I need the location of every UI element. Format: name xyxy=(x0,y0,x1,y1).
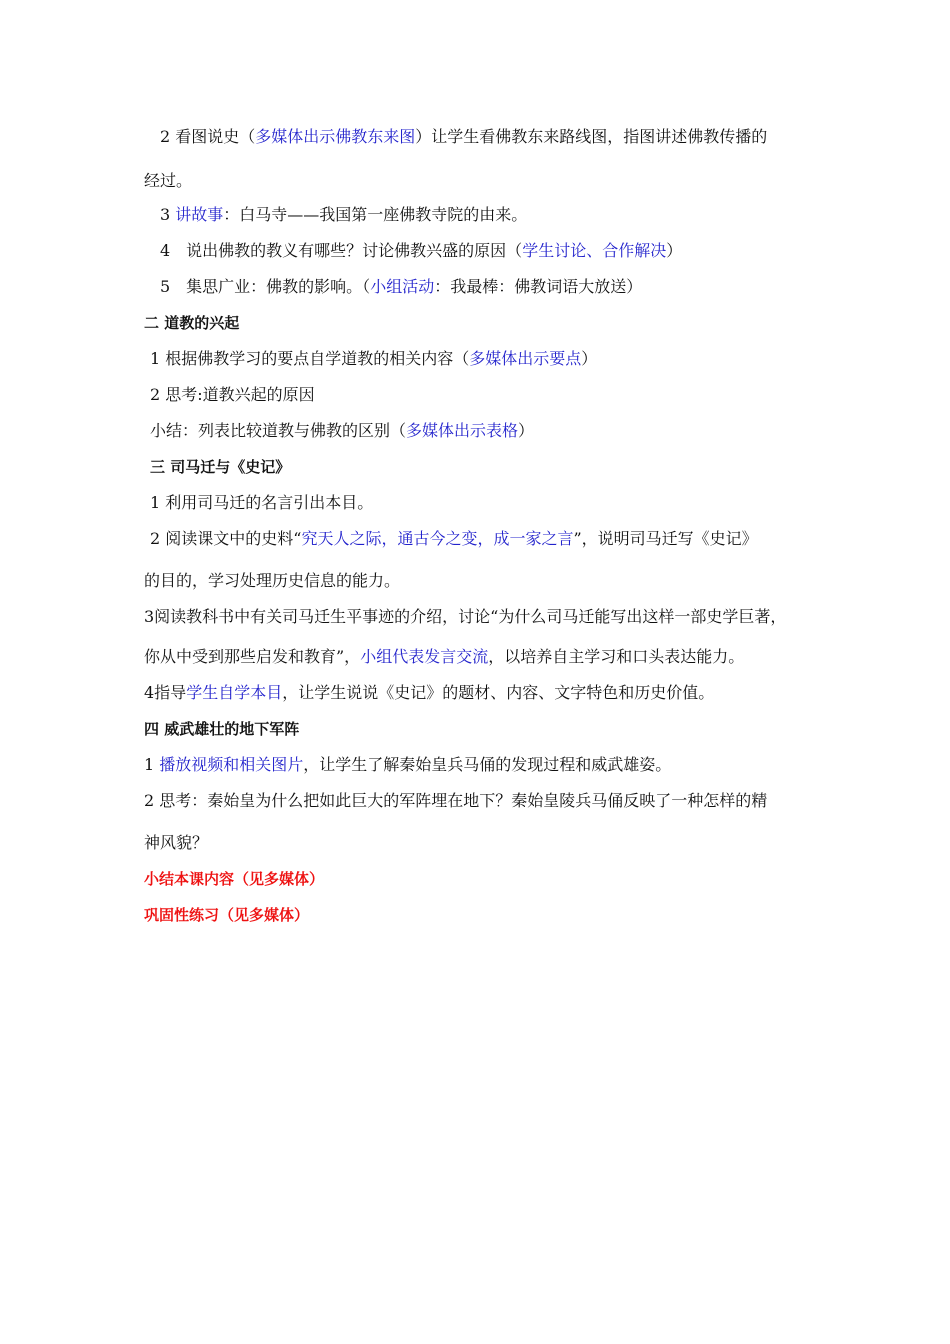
highlight-text: 多媒体出示要点 xyxy=(469,349,582,368)
text-segment: ：白马寺——我国第一座佛教寺院的由来。 xyxy=(223,205,528,224)
text-line xyxy=(150,420,534,442)
text-segment: ，以培养自主学习和口头表达能力。 xyxy=(488,647,745,666)
text-segment: 神风貌？ xyxy=(144,833,209,852)
text-segment: 四 威武雄壮的地下军阵 xyxy=(144,720,300,738)
text-segment: 小结本课内容（见多媒体） xyxy=(144,870,325,888)
text-segment: 1 根据佛教学习的要点自学道教的相关内容（ xyxy=(150,349,470,368)
text-segment: 2 思考:道教兴起的原因 xyxy=(150,385,315,404)
text-segment: ：我最棒：佛教词语大放送） xyxy=(434,277,643,296)
highlight-text: 多媒体出示表格 xyxy=(406,421,519,440)
text-line xyxy=(144,170,192,192)
highlight-text: 小组代表发言交流 xyxy=(360,647,489,666)
highlight-text: 播放视频和相关图片 xyxy=(159,755,304,774)
highlight-text: 究天人之际，通古今之变，成一家之言 xyxy=(301,529,574,548)
text-line xyxy=(150,492,373,514)
text-segment: 巩固性练习（见多媒体） xyxy=(144,906,310,924)
text-segment: 2 阅读课文中的史料“ xyxy=(150,529,302,548)
text-line xyxy=(160,126,767,148)
text-segment: 2 思考：秦始皇为什么把如此巨大的军阵埋在地下？秦始皇陵兵马俑反映了一种怎样的精 xyxy=(144,791,768,810)
text-segment: ） xyxy=(518,421,535,440)
section-heading xyxy=(144,312,239,334)
text-segment: ） xyxy=(581,349,598,368)
text-segment: 1 利用司马迁的名言引出本目。 xyxy=(150,493,374,512)
text-line xyxy=(160,276,642,298)
text-segment: ，让学生了解秦始皇兵马俑的发现过程和威武雄姿。 xyxy=(303,755,672,774)
text-segment: 三 司马迁与《史记》 xyxy=(150,458,291,476)
text-segment: 的目的，学习处理历史信息的能力。 xyxy=(144,571,401,590)
text-line xyxy=(144,832,208,854)
highlight-text: 讲故事 xyxy=(175,205,224,224)
text-line xyxy=(150,528,758,550)
text-line xyxy=(144,754,671,776)
text-segment: ，让学生说说《史记》的题材、内容、文字特色和历史价值。 xyxy=(282,683,715,702)
text-segment: 二 道教的兴起 xyxy=(144,314,240,332)
text-segment: 4指导 xyxy=(144,683,187,702)
text-segment: 你从中受到那些启发和教育”， xyxy=(144,647,361,666)
text-segment: 3阅读教科书中有关司马迁生平事迹的介绍，讨论“为什么司马迁能写出这样一部史学巨著， xyxy=(144,607,787,626)
section-heading xyxy=(144,868,324,890)
text-line xyxy=(144,570,400,592)
text-line xyxy=(150,384,315,406)
section-heading xyxy=(144,904,309,926)
text-segment: ”，说明司马迁写《史记》 xyxy=(573,529,758,548)
text-segment: 2 看图说史（ xyxy=(160,127,256,146)
text-segment: 1 xyxy=(144,755,160,774)
text-line xyxy=(160,240,682,262)
text-segment: 经过。 xyxy=(144,171,193,190)
highlight-text: 学生自学本目 xyxy=(186,683,283,702)
highlight-text: 学生讨论、合作解决 xyxy=(522,241,667,260)
text-line xyxy=(144,646,744,668)
text-line xyxy=(144,790,767,812)
text-segment: 3 xyxy=(160,205,176,224)
text-line xyxy=(160,204,527,226)
section-heading xyxy=(144,718,299,740)
text-segment: ）让学生看佛教东来路线图，指图讲述佛教传播的 xyxy=(415,127,768,146)
text-line xyxy=(144,682,714,704)
text-segment: 小结：列表比较道教与佛教的区别（ xyxy=(150,421,407,440)
text-segment: 4 说出佛教的教义有哪些？讨论佛教兴盛的原因（ xyxy=(160,241,523,260)
text-segment: 5 集思广业：佛教的影响。（ xyxy=(160,277,371,296)
section-heading xyxy=(150,456,290,478)
text-segment: ） xyxy=(666,241,683,260)
highlight-text: 多媒体出示佛教东来图 xyxy=(255,127,416,146)
highlight-text: 小组活动 xyxy=(370,277,435,296)
text-line xyxy=(144,606,786,628)
text-line xyxy=(150,348,597,370)
